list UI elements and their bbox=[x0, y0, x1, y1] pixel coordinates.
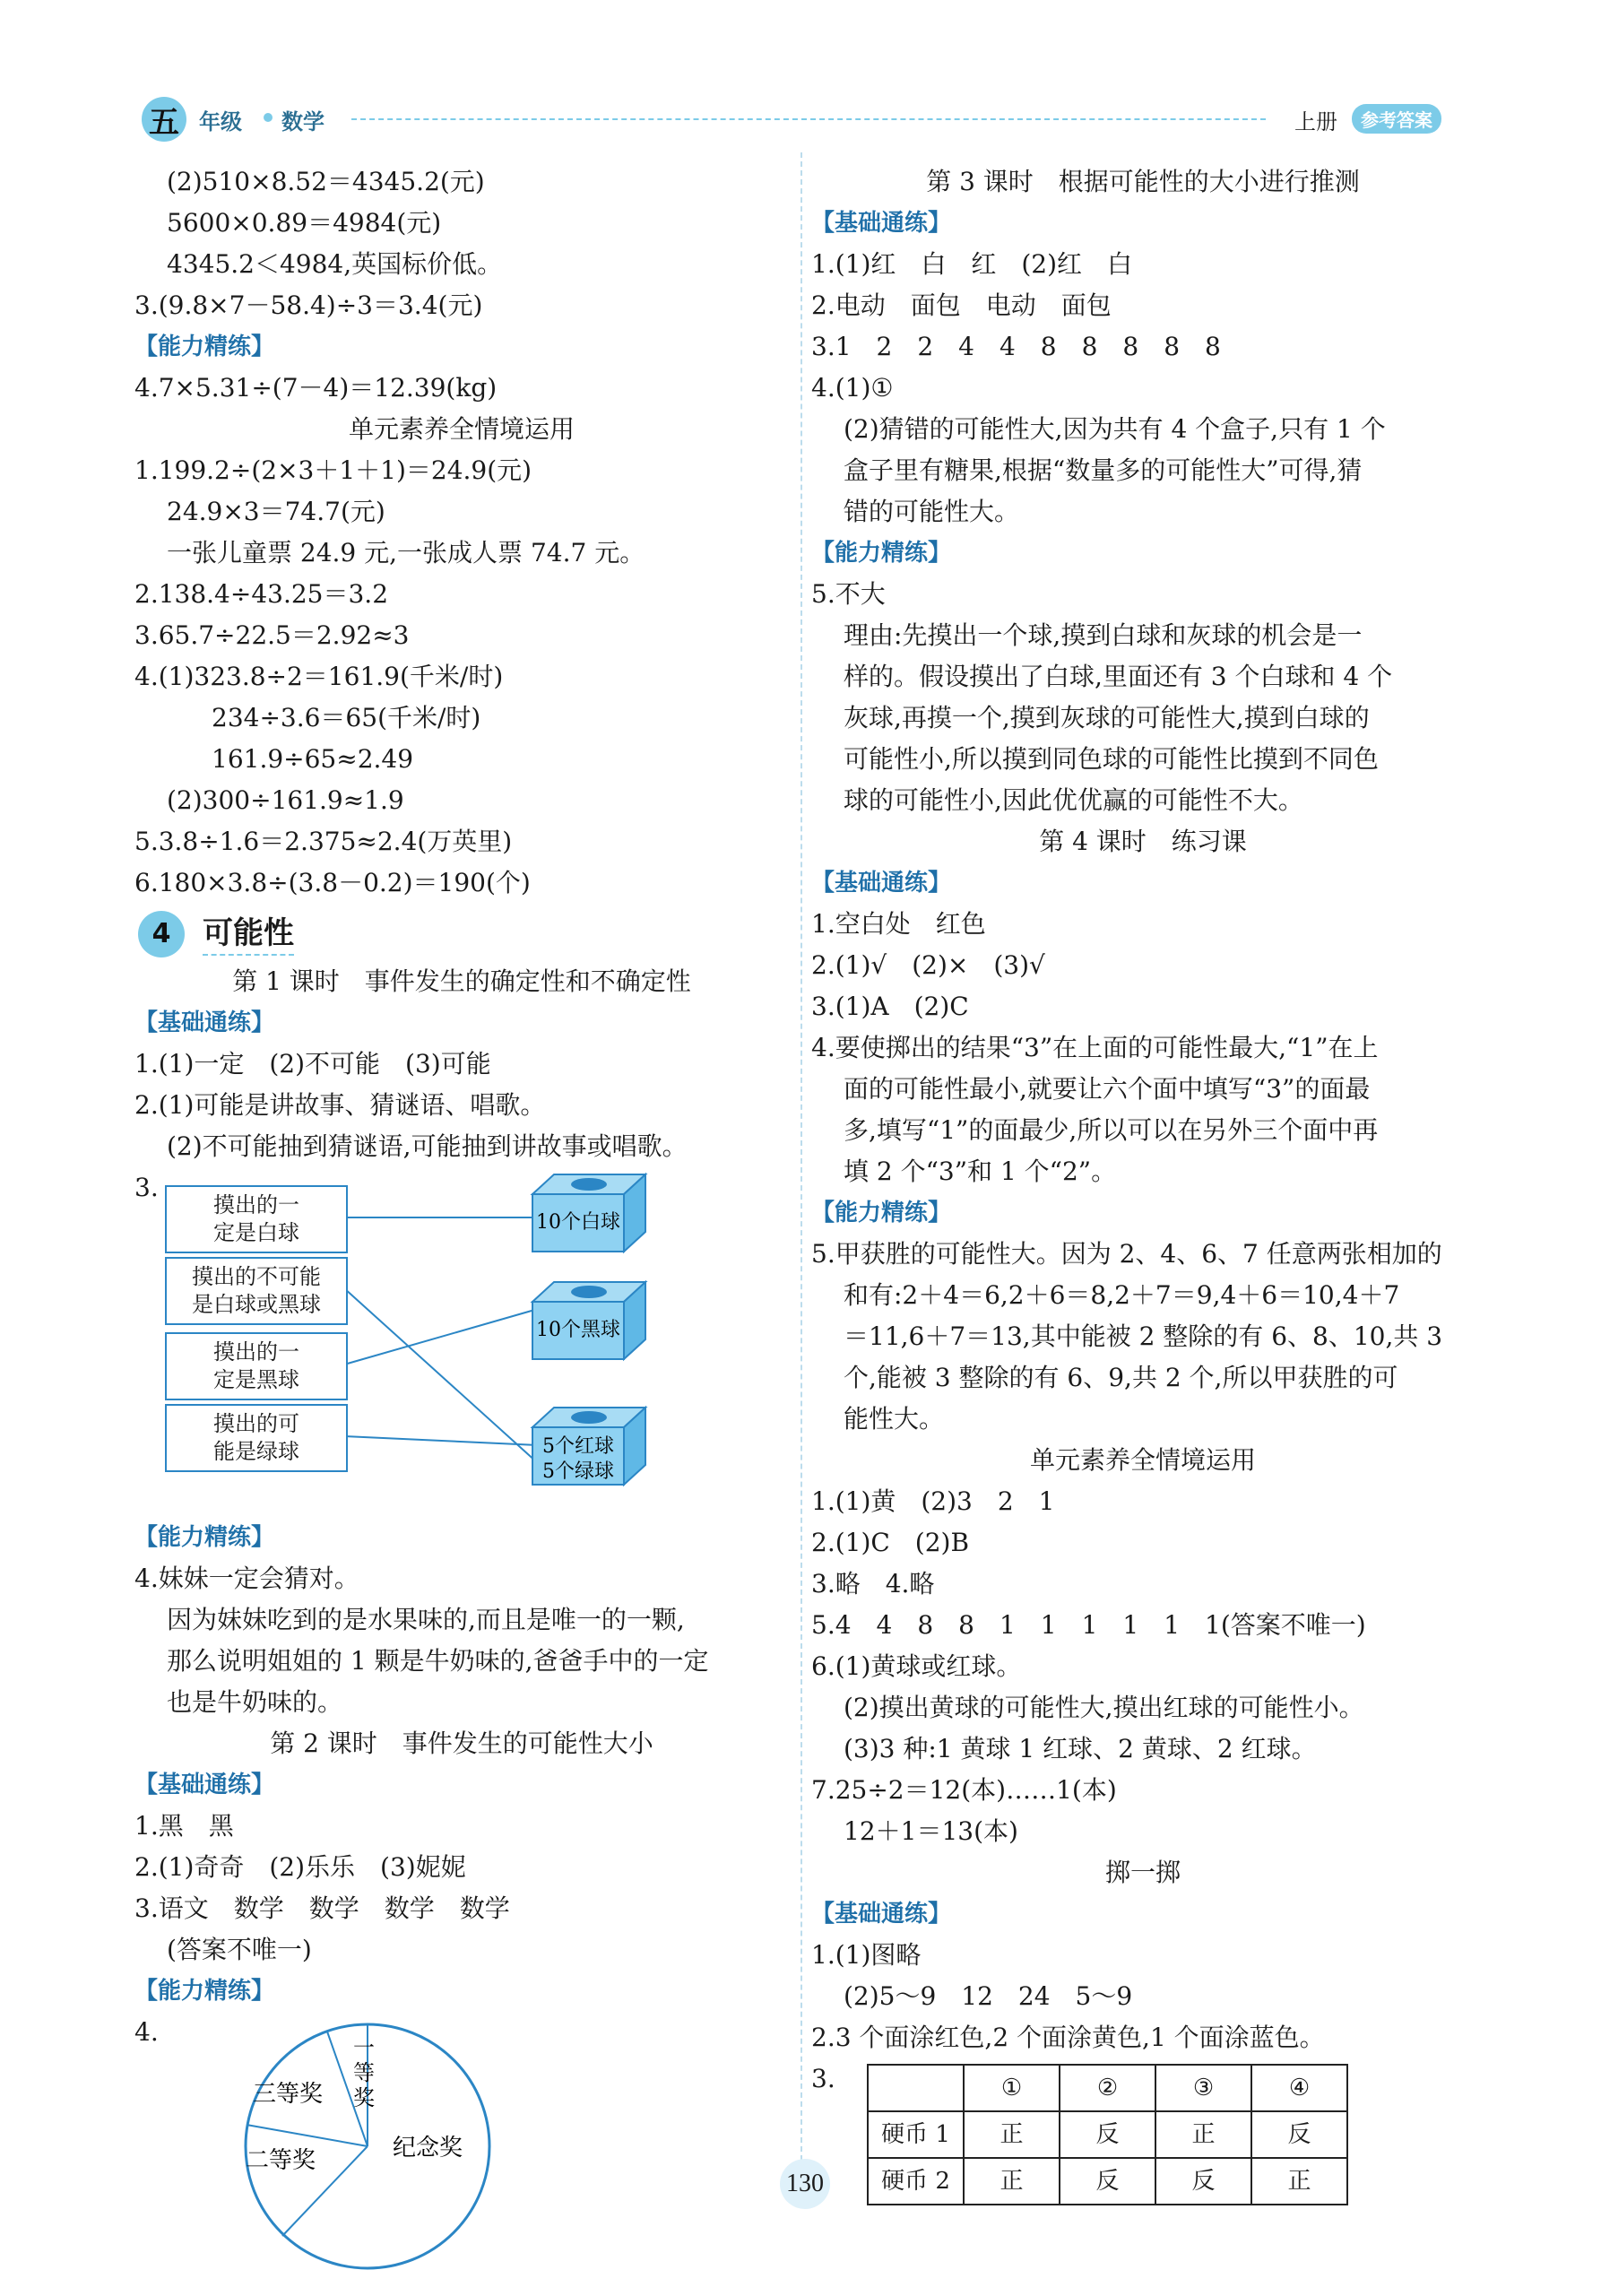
answer-line: 5.3.8÷1.6＝2.375≈2.4(万英里) bbox=[134, 827, 513, 856]
pie-label-second: 二等奖 bbox=[246, 2147, 316, 2174]
answer-line: 样的。假设摸出了白球,里面还有 3 个白球和 4 个 bbox=[844, 662, 1393, 691]
answer-line: 5.不大 bbox=[811, 579, 886, 609]
answer-line: (2)不可能抽到猜谜语,可能抽到讲故事或唱歌。 bbox=[167, 1131, 688, 1161]
section-heading: 单元素养全情境运用 bbox=[1029, 1445, 1256, 1475]
answer-line: (2)猜错的可能性大,因为共有 4 个盒子,只有 1 个 bbox=[844, 414, 1386, 444]
answer-line: 5600×0.89＝4984(元) bbox=[167, 208, 442, 238]
table-cell: 反 bbox=[1155, 2158, 1251, 2205]
answer-line: 4.(1)① bbox=[811, 373, 894, 403]
statement-box: 摸出的一 定是白球 bbox=[165, 1185, 348, 1253]
section-tag: 【基础通练】 bbox=[134, 1009, 275, 1036]
answer-line: 1.(1)图略 bbox=[811, 1940, 922, 1970]
table-cell bbox=[868, 2065, 964, 2111]
section-tag: 【能力精练】 bbox=[811, 540, 952, 567]
prize-pie-diagram bbox=[161, 2019, 538, 2279]
answer-line: 4.要使掷出的结果“3”在上面的可能性最大,“1”在上 bbox=[811, 1033, 1379, 1062]
coin-question bbox=[811, 2058, 1475, 2211]
pie-label-souvenir: 纪念奖 bbox=[393, 2135, 463, 2162]
answer-line: 1.199.2÷(2×3＋1＋1)＝24.9(元) bbox=[134, 455, 532, 485]
answer-line: 12＋1＝13(本) bbox=[844, 1816, 1018, 1846]
box-label: 5个绿球 bbox=[542, 1460, 614, 1483]
answer-line: 多,填写“1”的面最少,所以可以在另外三个面中再 bbox=[844, 1115, 1379, 1145]
answer-line: 球的可能性小,因此优优赢的可能性不大。 bbox=[844, 785, 1303, 815]
answer-line: 3.略 4.略 bbox=[811, 1569, 935, 1599]
question-number: 3. bbox=[811, 2064, 835, 2093]
section-tag: 【基础通练】 bbox=[134, 1772, 275, 1798]
section-tag: 【能力精练】 bbox=[134, 1978, 275, 2005]
box-label: 10个白球 bbox=[536, 1211, 620, 1234]
lesson-heading: 第 3 课时 根据可能性的大小进行推测 bbox=[926, 167, 1360, 196]
question-number: 4. bbox=[134, 2017, 159, 2047]
answer-line: 7.25÷2＝12(本)……1(本) bbox=[811, 1775, 1117, 1805]
section-tag: 【能力精练】 bbox=[134, 1524, 275, 1551]
answer-line: 2.(1)√ (2)× (3)√ bbox=[811, 950, 1045, 980]
answer-line: 4345.2＜4984,英国标价低。 bbox=[167, 249, 503, 279]
answer-line: 1.(1)一定 (2)不可能 (3)可能 bbox=[134, 1049, 491, 1079]
grade-badge: 五 bbox=[142, 97, 186, 142]
table-cell: ② bbox=[1060, 2065, 1155, 2111]
answer-line: (2)5～9 12 24 5～9 bbox=[844, 1981, 1133, 2011]
answer-line: (2)摸出黄球的可能性大,摸出红球的可能性小。 bbox=[844, 1693, 1364, 1722]
answer-line: 6.(1)黄球或红球。 bbox=[811, 1651, 1022, 1681]
table-cell: 反 bbox=[1251, 2111, 1347, 2158]
answer-line: 1.空白处 红色 bbox=[811, 909, 986, 939]
answer-line: 个,能被 3 整除的有 6、9,共 2 个,所以甲获胜的可 bbox=[844, 1363, 1398, 1392]
answer-line: 4.妹妹一定会猜对。 bbox=[134, 1564, 359, 1593]
answer-line: 面的可能性最小,就要让六个面中填写“3”的面最 bbox=[844, 1074, 1371, 1104]
box-label: 5个红球 bbox=[542, 1435, 614, 1458]
section-tag: 【基础通练】 bbox=[811, 1901, 952, 1928]
coin-table bbox=[867, 2064, 1348, 2205]
page-header bbox=[0, 0, 1601, 152]
statement-box: 摸出的一 定是黑球 bbox=[165, 1332, 348, 1400]
answer-line: (3)3 种:1 黄球 1 红球、2 黄球、2 红球。 bbox=[844, 1734, 1317, 1763]
answer-line: 1.(1)黄 (2)3 2 1 bbox=[811, 1486, 1055, 1516]
matching-diagram bbox=[134, 1167, 789, 1517]
answer-line: 161.9÷65≈2.49 bbox=[212, 744, 414, 774]
answer-line: (答案不唯一) bbox=[167, 1935, 312, 1964]
table-cell: 正 bbox=[1251, 2158, 1347, 2205]
grade-label: 年级 bbox=[199, 109, 242, 134]
answer-line: (2)510×8.52＝4345.2(元) bbox=[167, 167, 485, 196]
lesson-heading: 第 1 课时 事件发生的确定性和不确定性 bbox=[232, 966, 691, 996]
chapter-number-badge: 4 bbox=[138, 911, 185, 957]
match-line bbox=[344, 1309, 538, 1365]
answer-line: 能性大。 bbox=[844, 1404, 945, 1434]
section-heading: 掷一掷 bbox=[1104, 1858, 1181, 1887]
table-cell: 硬币 2 bbox=[868, 2158, 964, 2205]
answer-line: 5.4 4 8 8 1 1 1 1 1 1(答案不唯一) bbox=[811, 1610, 1366, 1640]
answer-line: (2)300÷161.9≈1.9 bbox=[167, 785, 404, 815]
lesson-heading: 第 4 课时 练习课 bbox=[1039, 827, 1247, 856]
answer-line: 4.(1)323.8÷2＝161.9(千米/时) bbox=[134, 662, 504, 691]
answer-line: 2.电动 面包 电动 面包 bbox=[811, 290, 1112, 320]
answer-key-badge: 参考答案 bbox=[1352, 104, 1441, 134]
table-cell: 正 bbox=[964, 2158, 1060, 2205]
column-divider bbox=[800, 152, 802, 2161]
lesson-heading: 第 2 课时 事件发生的可能性大小 bbox=[270, 1728, 653, 1758]
volume-label: 上册 bbox=[1294, 109, 1337, 134]
box-slot-icon bbox=[571, 1286, 607, 1298]
pie-label-first: 一等奖 bbox=[353, 2035, 375, 2110]
prize-pie-figure bbox=[134, 2012, 789, 2290]
table-cell: 反 bbox=[1060, 2111, 1155, 2158]
answer-line: 也是牛奶味的。 bbox=[167, 1687, 343, 1717]
answer-line: 6.180×3.8÷(3.8－0.2)＝190(个) bbox=[134, 868, 531, 897]
chapter-heading bbox=[134, 907, 789, 961]
box-slot-icon bbox=[571, 1178, 607, 1191]
answer-line: 2.(1)可能是讲故事、猜谜语、唱歌。 bbox=[134, 1090, 546, 1120]
header-rule bbox=[351, 118, 1266, 120]
section-tag: 【能力精练】 bbox=[134, 334, 275, 360]
section-tag: 【能力精练】 bbox=[811, 1200, 952, 1226]
right-column bbox=[811, 161, 1475, 2211]
answer-line: 4.7×5.31÷(7－4)＝12.39(kg) bbox=[134, 373, 498, 403]
question-number: 3. bbox=[134, 1173, 159, 1202]
chapter-title: 可能性 bbox=[203, 913, 294, 956]
section-tag: 【基础通练】 bbox=[811, 870, 952, 897]
statement-box: 摸出的不可能 是白球或黑球 bbox=[165, 1257, 348, 1325]
answer-line: 3.语文 数学 数学 数学 数学 bbox=[134, 1893, 510, 1923]
box-label: 10个黑球 bbox=[536, 1319, 620, 1341]
section-heading: 单元素养全情境运用 bbox=[348, 414, 575, 444]
statement-box: 摸出的可 能是绿球 bbox=[165, 1404, 348, 1472]
page-number: 130 bbox=[780, 2159, 830, 2209]
table-row bbox=[868, 2111, 1347, 2158]
answer-line: 可能性小,所以摸到同色球的可能性比摸到不同色 bbox=[844, 744, 1379, 774]
answer-line: 2.3 个面涂红色,2 个面涂黄色,1 个面涂蓝色。 bbox=[811, 2023, 1325, 2052]
answer-line: 2.138.4÷43.25＝3.2 bbox=[134, 579, 389, 609]
answer-line: 3.(9.8×7－58.4)÷3＝3.4(元) bbox=[134, 290, 483, 320]
answer-line: 那么说明姐姐的 1 颗是牛奶味的,爸爸手中的一定 bbox=[167, 1646, 709, 1676]
pie-label-third: 三等奖 bbox=[253, 2081, 324, 2108]
answer-line: 3.(1)A (2)C bbox=[811, 992, 969, 1021]
subject-label: 数学 bbox=[281, 109, 325, 134]
table-cell: 反 bbox=[1060, 2158, 1155, 2205]
section-tag: 【基础通练】 bbox=[811, 210, 952, 237]
table-header-row bbox=[868, 2065, 1347, 2111]
answer-line: 和有:2＋4＝6,2＋6＝8,2＋7＝9,4＋6＝10,4＋7 bbox=[844, 1280, 1400, 1310]
answer-line: 盒子里有糖果,根据“数量多的可能性大”可得,猜 bbox=[844, 455, 1363, 485]
answer-line: 1.(1)红 白 红 (2)红 白 bbox=[811, 249, 1133, 279]
answer-line: 灰球,再摸一个,摸到灰球的可能性大,摸到白球的 bbox=[844, 703, 1370, 732]
box-slot-icon bbox=[571, 1411, 607, 1424]
answer-line: 234÷3.6＝65(千米/时) bbox=[212, 703, 481, 732]
answer-line: 填 2 个“3”和 1 个“2”。 bbox=[844, 1157, 1117, 1186]
answer-line: 5.甲获胜的可能性大。因为 2、4、6、7 任意两张相加的 bbox=[811, 1239, 1442, 1269]
table-cell: ④ bbox=[1251, 2065, 1347, 2111]
table-cell: 硬币 1 bbox=[868, 2111, 964, 2158]
answer-line: 3.65.7÷22.5＝2.92≈3 bbox=[134, 620, 410, 650]
answer-line: 1.黑 黑 bbox=[134, 1811, 234, 1841]
answer-line: 因为妹妹吃到的是水果味的,而且是唯一的一颗, bbox=[167, 1605, 685, 1634]
answer-line: 2.(1)奇奇 (2)乐乐 (3)妮妮 bbox=[134, 1852, 466, 1882]
answer-line: 24.9×3＝74.7(元) bbox=[167, 497, 385, 526]
left-column bbox=[134, 161, 789, 2290]
answer-line: 错的可能性大。 bbox=[844, 497, 1020, 526]
separator-dot-icon bbox=[264, 113, 273, 122]
table-cell: 正 bbox=[1155, 2111, 1251, 2158]
table-cell: 正 bbox=[964, 2111, 1060, 2158]
answer-line: 一张儿童票 24.9 元,一张成人票 74.7 元。 bbox=[167, 538, 645, 568]
answer-line: ＝11,6＋7＝13,其中能被 2 整除的有 6、8、10,共 3 bbox=[844, 1321, 1443, 1351]
table-cell: ① bbox=[964, 2065, 1060, 2111]
answer-line: 3.1 2 2 4 4 8 8 8 8 8 bbox=[811, 332, 1221, 361]
table-row bbox=[868, 2158, 1347, 2205]
table-cell: ③ bbox=[1155, 2065, 1251, 2111]
answer-line: 理由:先摸出一个球,摸到白球和灰球的机会是一 bbox=[844, 620, 1363, 650]
answer-line: 2.(1)C (2)B bbox=[811, 1528, 970, 1557]
